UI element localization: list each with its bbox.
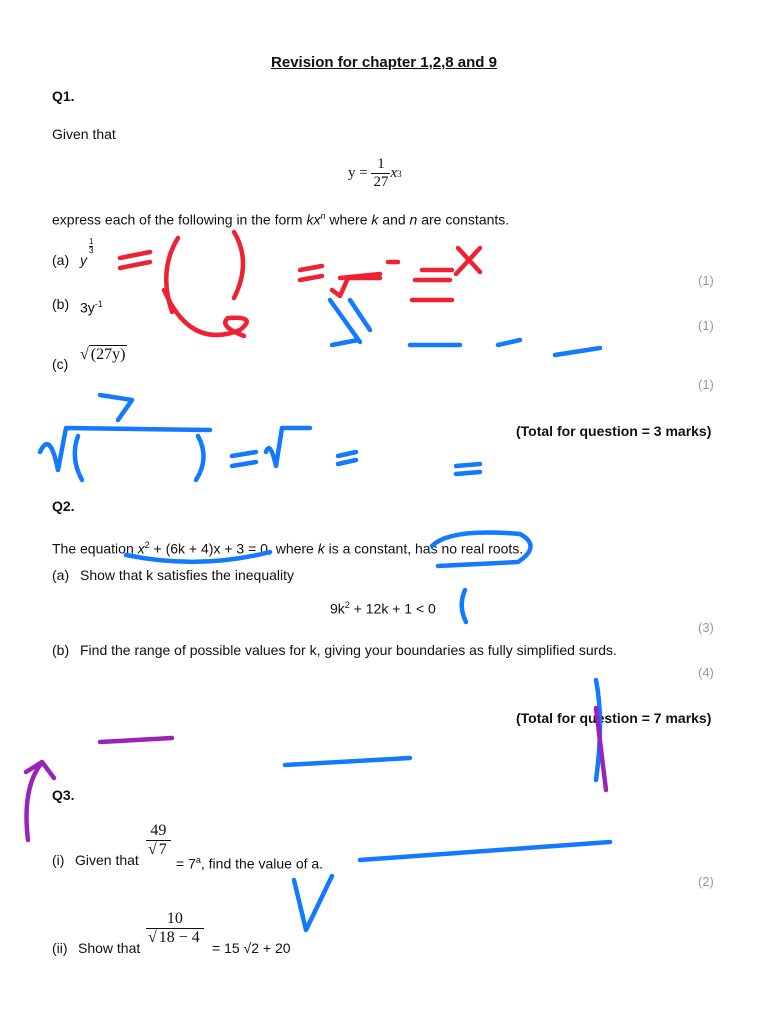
- q1b-expr: [80, 296, 103, 316]
- q2a-inequality: $9k^2 + 12k + 1 < 0$: [330, 600, 436, 617]
- q2-stem: The equation $x^2 + (6k + 4)x + 3 = 0$, where k is a constant, has no real roots.: [52, 540, 524, 557]
- q1c-expr: √ (27y): [80, 346, 126, 363]
- q3i-rest: [176, 852, 323, 872]
- q2-label: Q2.: [52, 498, 75, 514]
- q2b-marks: (4): [698, 665, 714, 680]
- q2b-label: (b): [52, 642, 70, 658]
- q1b-marks: (1): [698, 318, 714, 333]
- q2a-text: Show that k satisfies the inequality: [80, 567, 295, 583]
- red-ink-working: [120, 232, 480, 336]
- q1-instruction-k: kx: [306, 211, 321, 228]
- q3i-exp: a: [195, 855, 201, 865]
- q2-stem-x: x: [137, 540, 145, 557]
- q1-total: (Total for question = 3 marks): [516, 423, 712, 439]
- q2-stem-rest: + (6k + 4)x + 3 = 0, where: [149, 540, 318, 557]
- q3i-den: 7: [158, 841, 167, 858]
- q1-intro: Given that: [52, 126, 116, 142]
- q1-instruction-and: and: [378, 211, 410, 228]
- q1-label: Q1.: [52, 88, 75, 104]
- q1-formula-den: 27: [373, 174, 389, 190]
- q2a-ineq-b: + 12k + 1 < 0: [349, 600, 436, 617]
- q1-instruction: [52, 208, 509, 228]
- q1a-exp-num: 1: [89, 237, 94, 246]
- page-title: Revision for chapter 1,2,8 and 9: [271, 54, 497, 71]
- q3ii-rest: = 15 √2 + 20: [212, 940, 291, 956]
- q1-instruction-post: are constants.: [417, 211, 510, 228]
- q1a-exponent: [89, 238, 93, 255]
- q2-stem-k: k: [317, 540, 325, 557]
- q1-formula-num: 1: [377, 156, 385, 172]
- q1-formula-x: x: [390, 165, 398, 181]
- q3ii-text: Show that: [78, 940, 141, 956]
- q1a-exp-den: 3: [89, 246, 94, 255]
- q1-instruction-mid: where: [325, 211, 372, 228]
- q1a-expr: [80, 237, 94, 268]
- q3ii-den: 18 − 4: [158, 929, 200, 946]
- q1-instruction-pre: express each of the following in the form: [52, 211, 307, 228]
- q1c-marks: (1): [698, 377, 714, 392]
- q2a-ineq-a: 9k: [330, 600, 345, 617]
- q1c-root: (27y): [90, 346, 126, 363]
- q3i-fraction: 49 √ 7: [146, 822, 171, 859]
- q2-stem-pre: The equation: [52, 540, 138, 557]
- q3ii-label: (ii): [52, 940, 68, 956]
- q1c-label: (c): [52, 356, 69, 372]
- q1b-label: (b): [52, 296, 70, 312]
- purple-ink-working: [26, 708, 606, 840]
- q1-instruction-n2: n: [409, 211, 418, 228]
- q1-formula-fraction: [371, 156, 390, 191]
- q2a-marks: (3): [698, 620, 714, 635]
- q1a-marks: (1): [698, 273, 714, 288]
- q2-stem-post: is a constant, has no real roots.: [324, 540, 524, 557]
- q1a-base: y: [80, 252, 87, 268]
- q1a-label: (a): [52, 252, 70, 268]
- q3i-marks: (2): [698, 874, 714, 889]
- q3i-label: (i): [52, 852, 65, 868]
- q3i-num: 49: [150, 822, 167, 839]
- q3-label: Q3.: [52, 787, 75, 803]
- q1-formula: [348, 156, 402, 191]
- q1b-base: 3y: [80, 299, 95, 316]
- q2a-label: (a): [52, 567, 70, 583]
- q2-total: (Total for question = 7 marks): [516, 710, 712, 726]
- q1-instruction-n: n: [320, 211, 326, 221]
- q3ii-num: 10: [166, 910, 183, 927]
- q1-instruction-k2: k: [371, 211, 379, 228]
- q3i-post: = 7: [176, 855, 196, 872]
- q2b-text: Find the range of possible values for k, giving your boundaries as fully simplified surds.: [80, 642, 617, 658]
- q1b-exp: -1: [94, 299, 103, 309]
- q1-formula-exp: 3: [397, 168, 402, 179]
- q3i-text: Given that: [75, 852, 139, 868]
- q3i-end: , find the value of a.: [200, 855, 324, 872]
- q3ii-fraction: 10 √ 18 − 4: [146, 910, 204, 947]
- q1-formula-lhs: y =: [348, 165, 368, 181]
- blue-ink-working-q1: [40, 300, 600, 480]
